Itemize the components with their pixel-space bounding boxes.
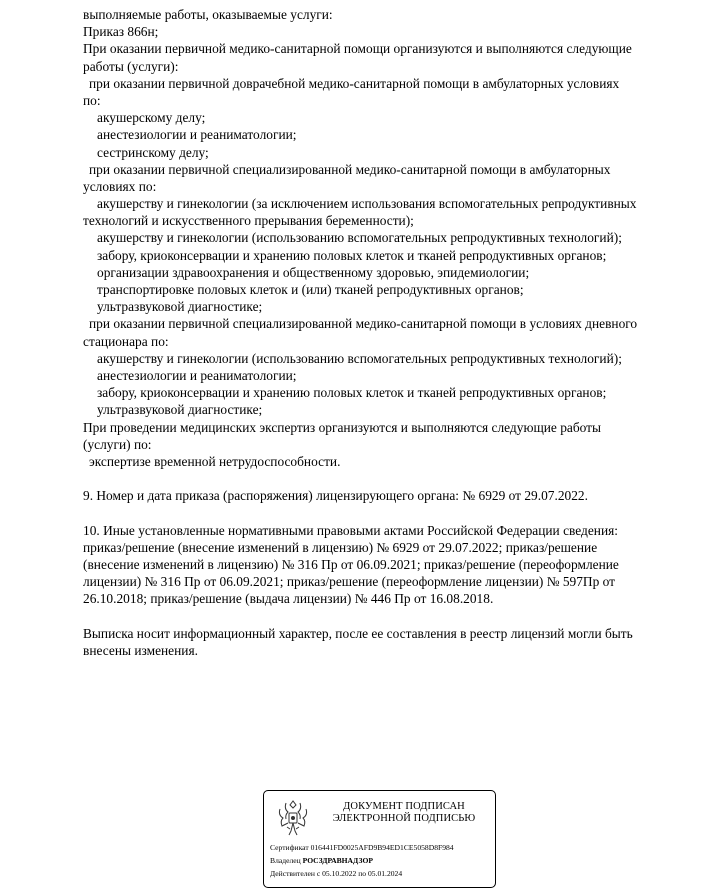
text-line: ультразвуковой диагностике;: [97, 402, 263, 418]
text-line: приказ/решение (внесение изменений в лицензию) № 6929 от 29.07.2022; приказ/решение: [83, 539, 598, 555]
text-line: при оказании первичной специализированной медико-санитарной помощи в амбулаторных: [89, 161, 611, 177]
stamp-title: [316, 801, 492, 825]
stamp-owner: [270, 856, 373, 865]
text-line: при оказании первичной специализированной медико-санитарной помощи в условиях дневного: [89, 316, 638, 332]
text-line: экспертизе временной нетрудоспособности.: [89, 453, 341, 469]
text-line: анестезиологии и реаниматологии;: [97, 127, 297, 143]
text-line: При проведении медицинских экспертиз организуются и выполняются следующие работы: [83, 419, 602, 435]
text-line: лицензии) № 316 Пр от 06.09.2021; приказ/решение (переоформление лицензии) № 597Пр от: [83, 574, 616, 590]
text-line: транспортировке половых клеток и (или) тканей репродуктивных органов;: [97, 282, 524, 297]
text-line: акушерскому делу;: [97, 110, 206, 126]
text-line: выполняемые работы, оказываемые услуги:: [83, 7, 333, 22]
blank-line: [83, 608, 683, 625]
text-line: условиях по:: [83, 178, 157, 194]
stamp-title-line-1: ДОКУМЕНТ ПОДПИСАН: [343, 801, 465, 812]
text-line: работы (услуги):: [83, 58, 179, 74]
text-line: 10. Иные установленные нормативными правовыми актами Российской Федерации сведения:: [83, 522, 618, 538]
text-line: организации здравоохранения и общественному здоровью, эпидемиологии;: [97, 264, 530, 280]
text-line: забору, криоконсервации и хранению половых клеток и тканей репродуктивных органов;: [97, 385, 607, 401]
text-line: по:: [83, 92, 101, 108]
text-line: ультразвуковой диагностике;: [97, 299, 263, 315]
text-line: стационара по:: [83, 333, 169, 349]
text-line: технологий и искусственного прерывания беременности);: [83, 213, 414, 229]
text-line: при оказании первичной доврачебной медико-санитарной помощи в амбулаторных условиях: [89, 75, 620, 91]
stamp-certificate: [270, 843, 454, 852]
blank-line: [83, 504, 683, 521]
text-line: (услуги) по:: [83, 436, 152, 452]
text-line: Приказ 866н;: [83, 24, 159, 40]
text-line: При оказании первичной медико-санитарной помощи организуются и выполняются следующие: [83, 41, 632, 57]
text-line: 26.10.2018; приказ/решение (выдача лицензии) № 446 Пр от 16.08.2018.: [83, 591, 494, 607]
text-line: акушерству и гинекологии (за исключением использования вспомогательных репродуктивных: [97, 196, 637, 212]
coat-of-arms-icon: [276, 797, 310, 837]
text-line: 9. Номер и дата приказа (распоряжения) лицензирующего органа: № 6929 от 29.07.2022.: [83, 488, 588, 504]
text-line: сестринскому делу;: [97, 144, 209, 160]
document-body: [83, 6, 683, 659]
text-line: акушерству и гинекологии (использованию вспомогательных репродуктивных технологий);: [97, 350, 622, 366]
certificate-value: 016441FD0025AFD9B94ED1CE5058D8F984: [310, 843, 454, 852]
certificate-label: Сертификат: [270, 843, 309, 852]
owner-value: РОСЗДРАВНАДЗОР: [302, 856, 374, 865]
text-line: забору, криоконсервации и хранению половых клеток и тканей репродуктивных органов;: [97, 247, 607, 263]
owner-label: Владелец: [270, 856, 301, 865]
text-line: внесены изменения.: [83, 642, 198, 658]
text-line: Выписка носит информационный характер, после ее составления в реестр лицензий могли быть: [83, 625, 633, 641]
text-line: анестезиологии и реаниматологии;: [97, 367, 297, 383]
stamp-validity: Действителен с 05.10.2022 по 05.01.2024: [270, 869, 403, 878]
blank-line: [83, 470, 683, 487]
text-line: акушерству и гинекологии (использованию вспомогательных репродуктивных технологий);: [97, 230, 622, 246]
text-line: (внесение изменений в лицензию) № 316 Пр от 06.09.2021; приказ/решение (переоформление: [83, 557, 619, 572]
digital-signature-stamp: [263, 790, 496, 888]
stamp-title-line-2: ЭЛЕКТРОННОЙ ПОДПИСЬЮ: [332, 813, 476, 824]
